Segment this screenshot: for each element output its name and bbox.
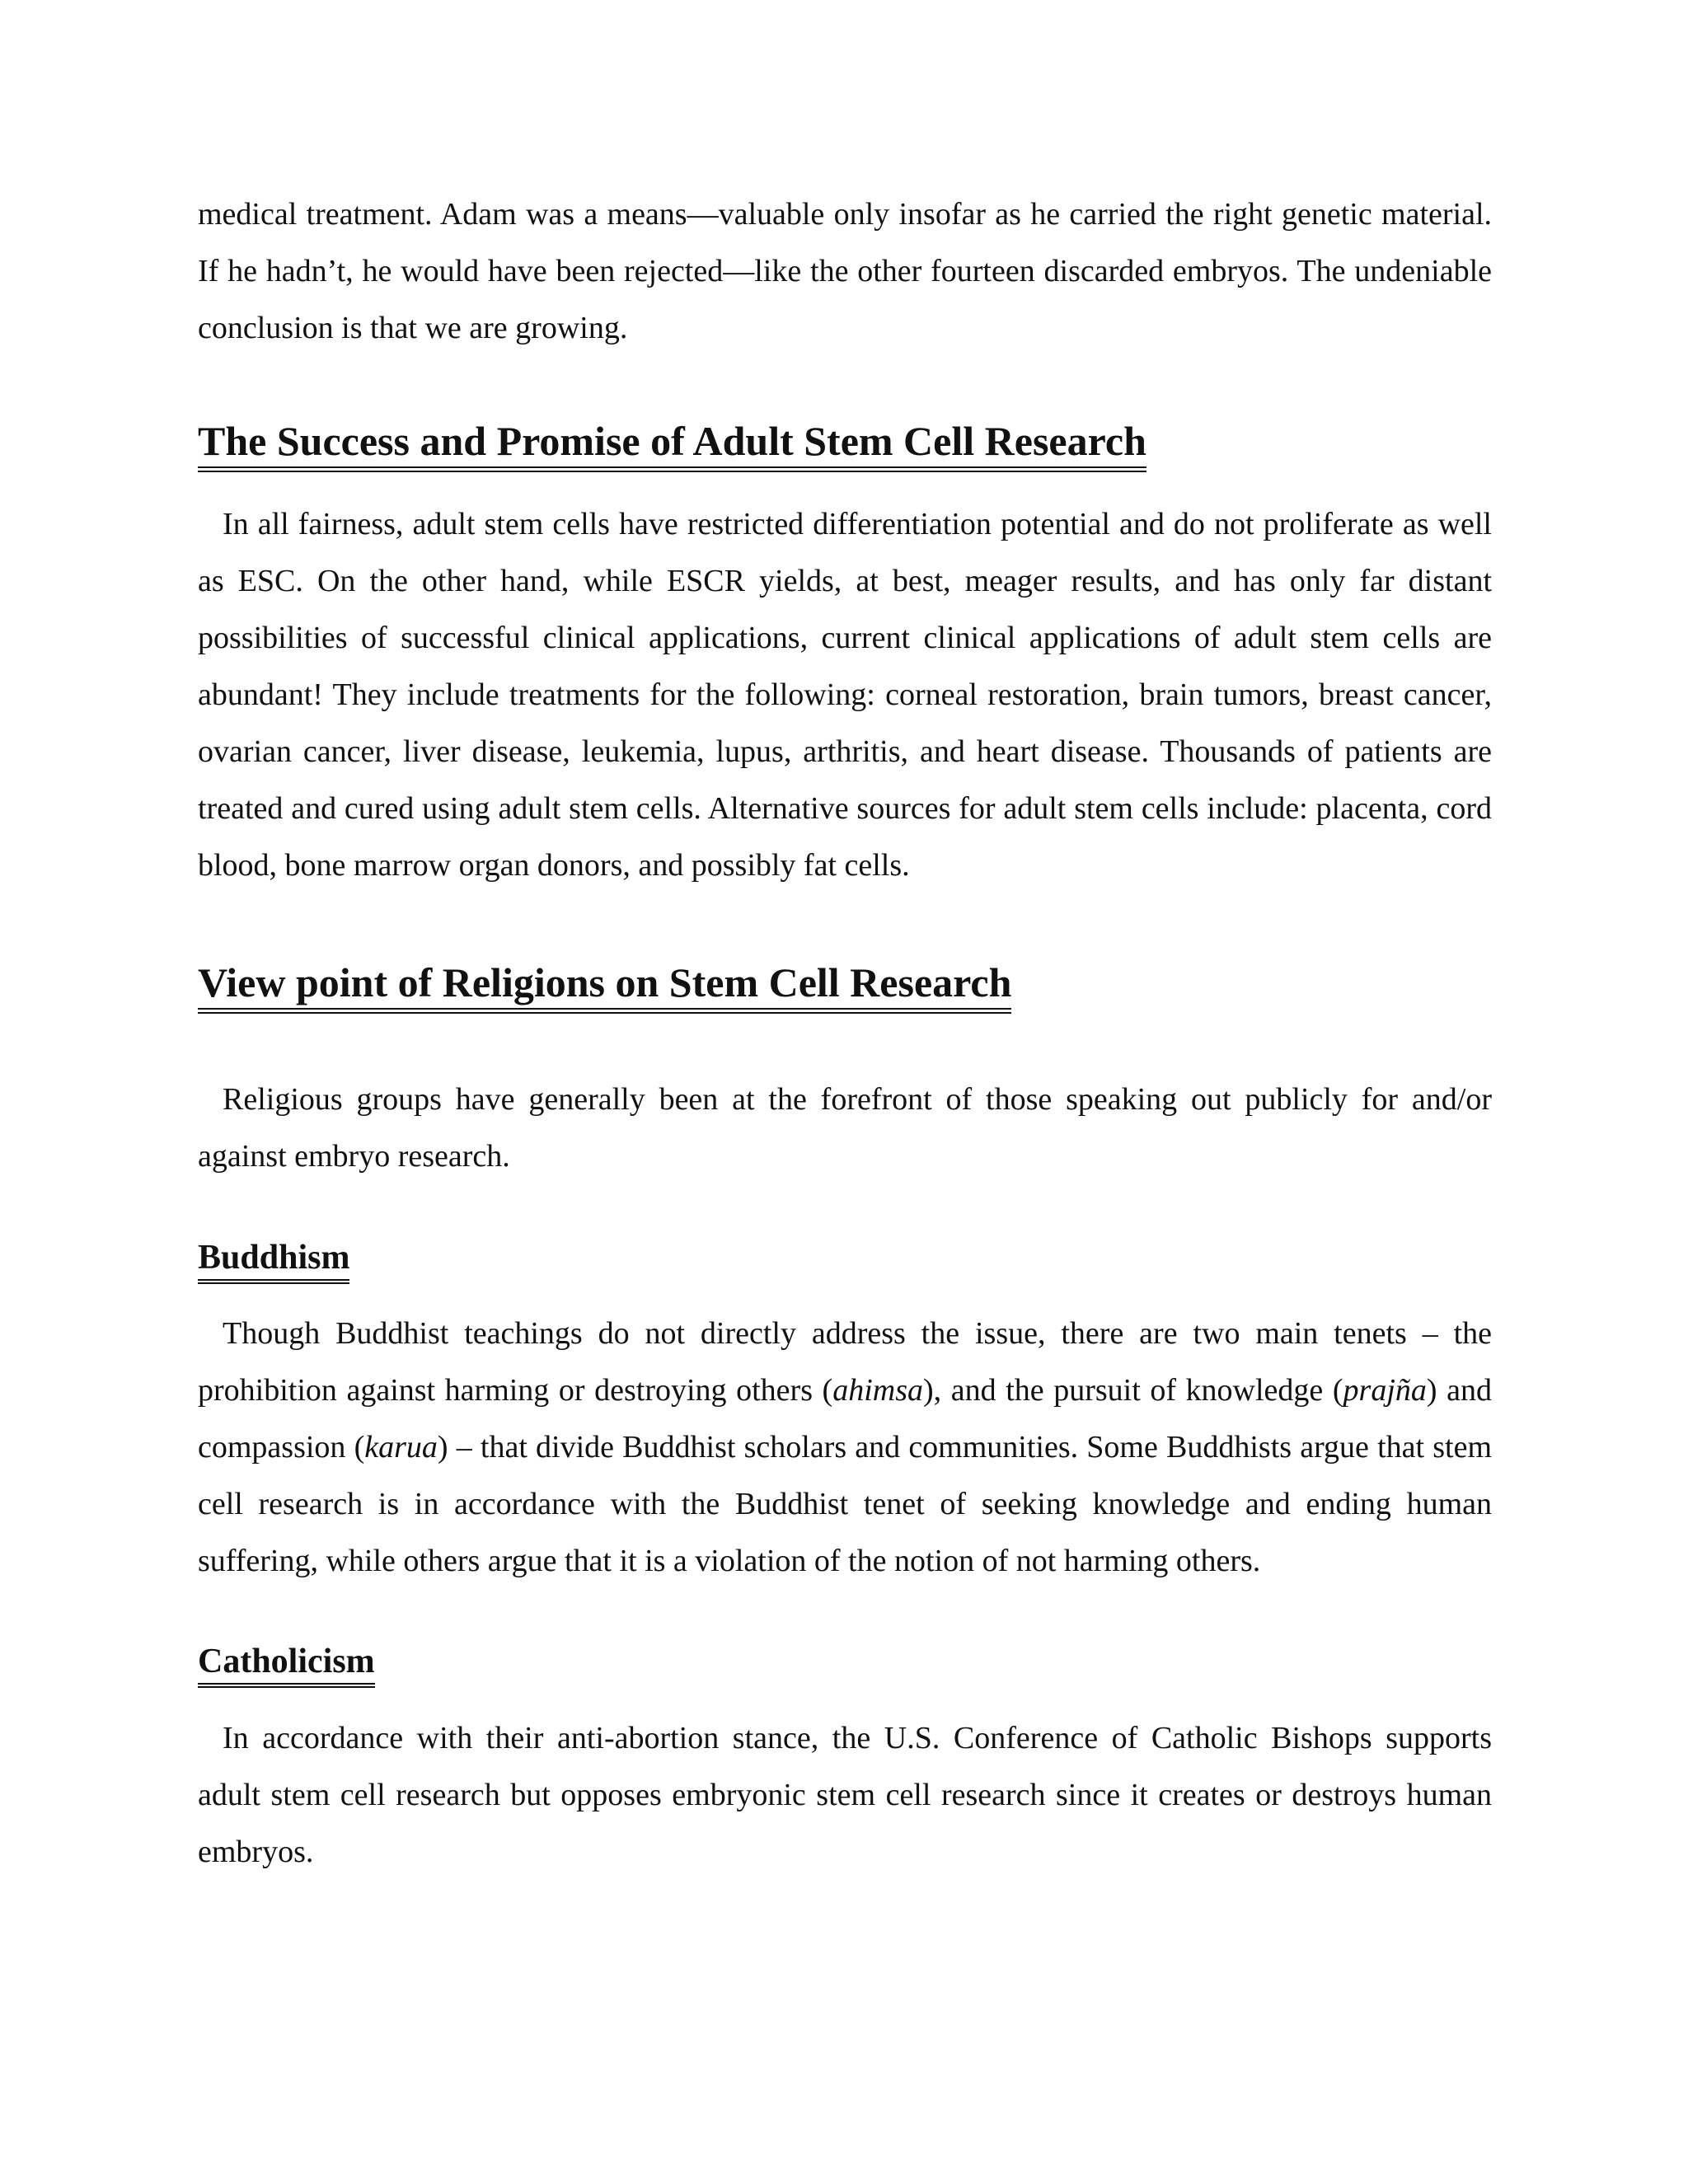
- intro-paragraph-block: [198, 186, 1492, 357]
- term-ahimsa: ahimsa: [832, 1373, 924, 1408]
- religions-paragraph-block: [198, 1071, 1492, 1185]
- buddhism-heading: Buddhism: [198, 1236, 349, 1281]
- term-prajna: prajña: [1343, 1373, 1427, 1408]
- buddhism-paragraph: [198, 1305, 1492, 1590]
- religions-paragraph: Religious groups have generally been at the forefront of those speaking out publicly for and/or against embryo research.: [198, 1082, 1492, 1174]
- buddhism-text-3: ) and compassion (: [198, 1373, 1492, 1465]
- catholicism-paragraph-block: [198, 1710, 1492, 1881]
- buddhism-text-4: ) – that divide Buddhist scholars and communities. Some Buddhists argue that stem cell research is in accordance with the Buddhist tenet of seeking knowledge and ending human suffering, while others argue that it is a violation of the notion of not harming others.: [198, 1430, 1493, 1578]
- buddhism-text-2: ), and the pursuit of knowledge (: [923, 1373, 1343, 1408]
- adult-stem-cell-heading: The Success and Promise of Adult Stem Cell Research: [198, 416, 1146, 468]
- term-karua: karua: [364, 1430, 438, 1465]
- adult-stem-cell-heading-block: [198, 416, 1492, 468]
- buddhism-paragraph-block: [198, 1305, 1492, 1590]
- catholicism-heading: Catholicism: [198, 1640, 375, 1685]
- adult-stem-cell-paragraph-block: [198, 496, 1492, 894]
- religions-heading-block: [198, 958, 1492, 1010]
- adult-stem-cell-paragraph: In all fairness, adult stem cells have restricted differentiation potential and do not proliferate as well as ESC. On the other hand, while ESCR yields, at best, meager results, and has only far distant possibilities of successful clinical applications, current clinical applications of adult stem cells are abundant! They include treatments for the following: corneal restoration, brain tumors, breast cancer, ovarian cancer, liver disease, leukemia, lupus, arthritis, and heart disease. Thousands of patients are treated and cured using adult stem cells. Alternative sources for adult stem cells include: placenta, cord blood, bone marrow organ donors, and possibly fat cells.: [198, 507, 1492, 883]
- religions-heading: View point of Religions on Stem Cell Research: [198, 958, 1011, 1010]
- buddhism-heading-block: [198, 1236, 1492, 1281]
- catholicism-heading-block: [198, 1640, 1492, 1685]
- buddhism-text-1: Though Buddhist teachings do not directly address the issue, there are two main tenets – the prohibition against harming or destroying others (: [198, 1316, 1492, 1408]
- catholicism-paragraph: In accordance with their anti-abortion stance, the U.S. Conference of Catholic Bishops supports adult stem cell research but opposes embryonic stem cell research since it creates or destroys human embryos.: [198, 1721, 1492, 1869]
- intro-paragraph: medical treatment. Adam was a means—valuable only insofar as he carried the right genetic material. If he hadn’t, he would have been rejected—like the other fourteen discarded embryos. The undeniable conclusion is that we are growing.: [198, 197, 1492, 345]
